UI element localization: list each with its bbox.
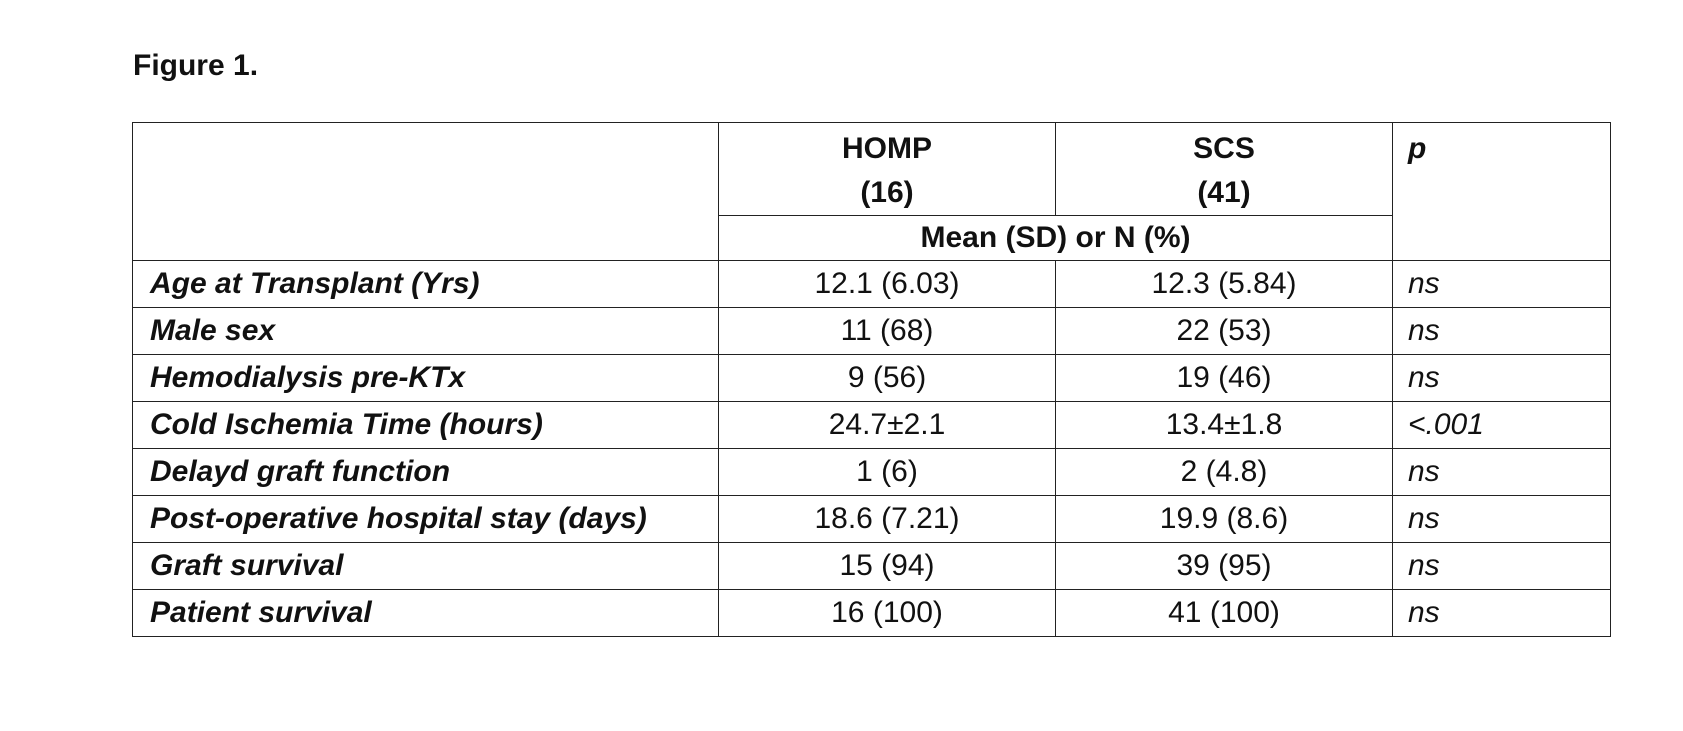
scs-value: 2 (4.8) (1056, 449, 1393, 496)
subheader-mean-sd: Mean (SD) or N (%) (719, 216, 1393, 261)
table-row (133, 590, 1611, 637)
header-homp-n: (16) (860, 176, 914, 209)
header-empty-cell (133, 123, 719, 261)
header-scs-n: (41) (1197, 176, 1251, 209)
homp-value: 1 (6) (719, 449, 1056, 496)
table-row (133, 543, 1611, 590)
p-value: ns (1393, 355, 1611, 402)
header-homp (719, 123, 1056, 216)
row-label: Hemodialysis pre-KTx (133, 355, 719, 402)
table-row (133, 449, 1611, 496)
table-row (133, 261, 1611, 308)
homp-value: 12.1 (6.03) (719, 261, 1056, 308)
homp-value: 9 (56) (719, 355, 1056, 402)
homp-value: 18.6 (7.21) (719, 496, 1056, 543)
homp-value: 15 (94) (719, 543, 1056, 590)
row-label: Post-operative hospital stay (days) (133, 496, 719, 543)
row-label: Male sex (133, 308, 719, 355)
homp-value: 11 (68) (719, 308, 1056, 355)
figure-title: Figure 1. (133, 49, 259, 82)
homp-value: 24.7±2.1 (719, 402, 1056, 449)
table-row (133, 496, 1611, 543)
scs-value: 19 (46) (1056, 355, 1393, 402)
scs-value: 41 (100) (1056, 590, 1393, 637)
scs-value: 13.4±1.8 (1056, 402, 1393, 449)
p-value: ns (1393, 590, 1611, 637)
p-value: ns (1393, 261, 1611, 308)
p-value: ns (1393, 543, 1611, 590)
row-label: Patient survival (133, 590, 719, 637)
scs-value: 22 (53) (1056, 308, 1393, 355)
header-scs (1056, 123, 1393, 216)
table-body (133, 261, 1611, 637)
row-label: Graft survival (133, 543, 719, 590)
results-table (132, 122, 1611, 637)
table-row (133, 402, 1611, 449)
p-value: ns (1393, 449, 1611, 496)
table-row (133, 308, 1611, 355)
row-label: Cold Ischemia Time (hours) (133, 402, 719, 449)
table-row (133, 355, 1611, 402)
scs-value: 19.9 (8.6) (1056, 496, 1393, 543)
row-label: Delayd graft function (133, 449, 719, 496)
homp-value: 16 (100) (719, 590, 1056, 637)
p-value: ns (1393, 308, 1611, 355)
p-value: ns (1393, 496, 1611, 543)
scs-value: 12.3 (5.84) (1056, 261, 1393, 308)
header-scs-name: SCS (1193, 132, 1255, 165)
scs-value: 39 (95) (1056, 543, 1393, 590)
header-homp-name: HOMP (842, 132, 932, 165)
p-value: <.001 (1393, 402, 1611, 449)
table-header-row (133, 123, 1611, 216)
header-p: p (1393, 123, 1611, 261)
row-label: Age at Transplant (Yrs) (133, 261, 719, 308)
